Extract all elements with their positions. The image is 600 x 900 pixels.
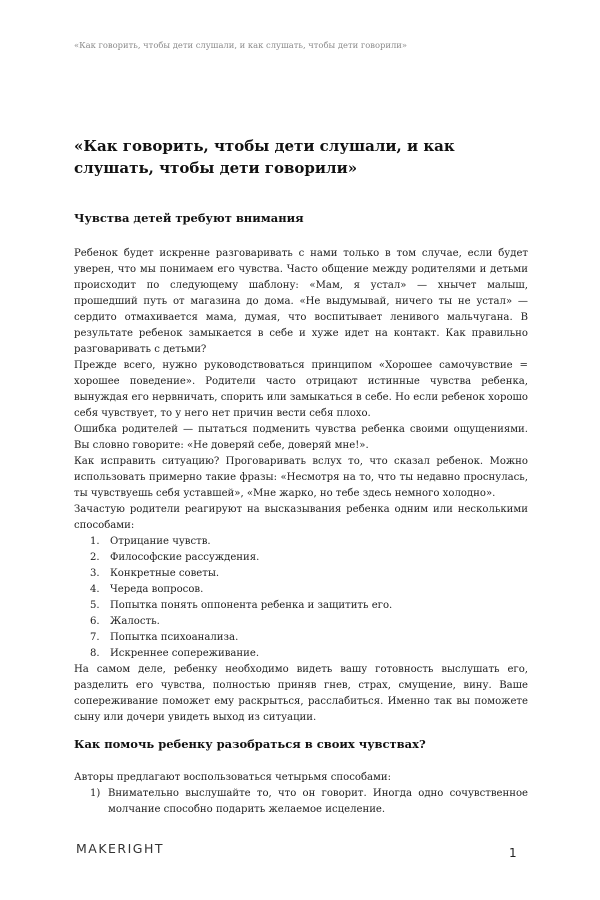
- list-text: Жалость.: [110, 616, 160, 627]
- list-number: 3.: [90, 568, 100, 579]
- list-item: [74, 614, 528, 630]
- list-number: 7.: [90, 632, 100, 643]
- document-title: «Как говорить, чтобы дети слушали, и как слушать, чтобы дети говорили»: [74, 137, 455, 177]
- section-heading-feelings: Чувства детей требуют внимания: [74, 211, 304, 225]
- list-number: 5.: [90, 600, 100, 611]
- help-methods-list: [74, 786, 528, 818]
- paragraph: Прежде всего, нужно руководствоваться принципом «Хорошее самочувствие = хорошее поведение». Родители часто отрицают истинные чувства ребенка, вынуждая его нервничать, спорить или замыкаться в себе. Но если ребенок хорошо себя чувствует, то у него нет причин вести себя плохо.: [74, 360, 528, 419]
- list-number: 4.: [90, 584, 100, 595]
- list-item: [74, 582, 528, 598]
- paragraph: На самом деле, ребенку необходимо видеть вашу готовность выслушать его, разделить его чувства, полностью приняв гнев, страх, смущение, вину. Ваше сопереживание поможет ему раскрыться, расслабиться. Именно так вы поможете сыну или дочери увидеть выход из ситуации.: [74, 664, 528, 723]
- section-body-feelings: [74, 246, 528, 726]
- list-item: [74, 598, 528, 614]
- list-number: 1.: [90, 536, 100, 547]
- running-header: «Как говорить, чтобы дети слушали, и как слушать, чтобы дети говорили»: [74, 40, 407, 50]
- section-body-help: [74, 770, 528, 818]
- list-text: Философские рассуждения.: [110, 552, 260, 563]
- parent-reactions-list: [74, 534, 528, 662]
- list-item: [74, 630, 528, 646]
- list-text: Череда вопросов.: [110, 584, 204, 595]
- list-text: Конкретные советы.: [110, 568, 220, 579]
- list-text: Отрицание чувств.: [110, 536, 211, 547]
- list-number: 2.: [90, 552, 100, 563]
- list-text: Внимательно выслушайте то, что он говорит. Иногда одно сочувственное молчание способно подарить желаемое исцеление.: [108, 788, 528, 815]
- list-item: [74, 550, 528, 566]
- list-text: Попытка психоанализа.: [110, 632, 239, 643]
- list-number: 6.: [90, 616, 100, 627]
- paragraph: Ребенок будет искренне разговаривать с нами только в том случае, если будет уверен, что мы понимаем его чувства. Часто общение между родителями и детьми происходит по следующему шаблону: «Мам, я устал» — хнычет малыш, прошедший путь от магазина до дома. «Не выдумывай, ничего ты не устал» — сердито отмахивается мама, думая, что воспитывает ленивого мальчугана. В результате ребенок замыкается в себе и хуже идет на контакт. Как правильно разговаривать с детьми?: [74, 248, 528, 355]
- list-item: [74, 646, 528, 662]
- paragraph: Как исправить ситуацию? Проговаривать вслух то, что сказал ребенок. Можно использовать примерно такие фразы: «Несмотря на то, что ты недавно проснулась, ты чувствуешь себя уставшей», «Мне жарко, но тебе здесь немного холодно».: [74, 456, 528, 499]
- list-number: 1): [90, 788, 101, 799]
- paragraph: Ошибка родителей — пытаться подменить чувства ребенка своими ощущениями. Вы словно говорите: «Не доверяй себе, доверяй мне!».: [74, 424, 528, 451]
- paragraph: Зачастую родители реагируют на высказывания ребенка одним или несколькими способами:: [74, 504, 528, 531]
- page-number: 1: [509, 846, 517, 860]
- list-number: 8.: [90, 648, 100, 659]
- list-item: [74, 786, 528, 818]
- list-text: Искреннее сопереживание.: [110, 648, 260, 659]
- section-heading-help: Как помочь ребенку разобраться в своих чувствах?: [74, 737, 426, 751]
- brand-logo: MAKERIGHT: [76, 841, 165, 856]
- list-item: [74, 534, 528, 550]
- list-item: [74, 566, 528, 582]
- paragraph: Авторы предлагают воспользоваться четырьмя способами:: [74, 772, 392, 783]
- list-text: Попытка понять оппонента ребенка и защитить его.: [110, 600, 393, 611]
